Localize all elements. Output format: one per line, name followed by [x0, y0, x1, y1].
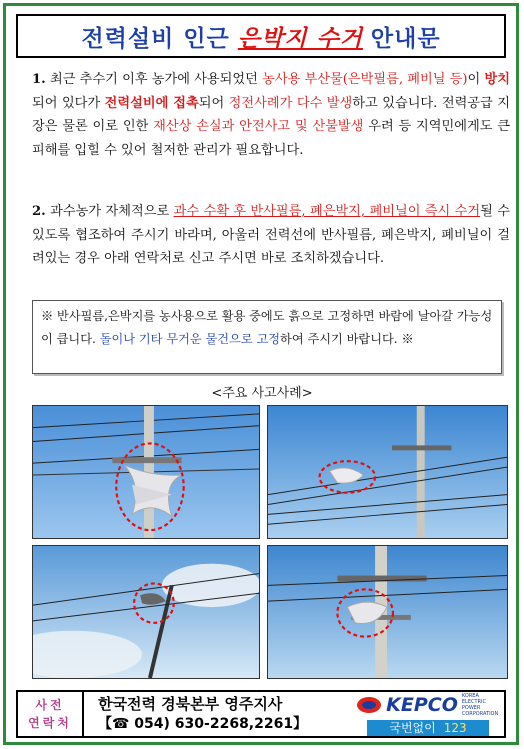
notice-text: 하여 주시기 바랍니다. ※ [280, 332, 414, 346]
paragraph-1-highlight: 재산상 손실과 안전사고 및 산불발생 [153, 119, 364, 134]
accident-photo-3 [32, 545, 260, 679]
contact-label-line2: 연락처 [28, 716, 72, 730]
paragraph-1-text: 되어 있다가 [32, 95, 101, 111]
accident-photo-2 [267, 405, 508, 539]
paragraph-2-text: 과수농가 자체적으로 [50, 204, 170, 219]
cases-heading: <주요 사고사례> [211, 386, 313, 401]
paragraph-1-text: 최근 추수기 이후 농가에 사용되었던 [49, 72, 258, 87]
title-highlight: 은박지 수거 [237, 25, 363, 52]
kepco-mark-icon [356, 696, 382, 714]
kepco-subtitle: KOREA ELECTRIC POWER CORPORATION [461, 692, 499, 717]
contact-box [16, 690, 506, 738]
contact-label-line1: 사전 [35, 698, 65, 712]
contact-phone: 【☎ 054) 630-2268,2261】 [98, 716, 308, 732]
title-part1: 전력설비 인근 [81, 25, 230, 52]
paragraph-1-highlight: 농사용 부산물(은박필름, 폐비닐 등) [262, 72, 468, 87]
paragraph-1-number: 1. [32, 72, 46, 87]
notice-highlight: 돌이나 기타 무거운 물건으로 고정 [99, 332, 281, 346]
paragraph-1-text: 이 [467, 72, 481, 87]
contact-label [18, 692, 84, 736]
paragraph-2-text: 될 수 있도록 협조하여 주시기 바라며, 아울러 전력선에 반사필름, 폐은박지, 폐비닐이 걸려있는 경우 아래 연락처로 신고 주시면 바로 조치하겠습니다. [32, 204, 511, 266]
kepco-wordmark: KEPCO [386, 693, 458, 716]
paragraph-1-highlight: 전력설비에 접촉 [104, 95, 199, 111]
contact-info [84, 692, 358, 736]
paragraph-2-highlight: 과수 수확 후 반사필름, 폐은박지, 폐비닐이 즉시 수거 [173, 204, 481, 219]
paragraph-1-text: 하고 있습니다. 전력공급 지장은 물론 이로 인한 [32, 95, 510, 134]
paragraph-1-text: 우려 등 지역민에게도 큰 피해를 입힐 수 있어 철저한 관리가 필요합니다. [32, 119, 511, 158]
notice-box [32, 300, 502, 374]
title-part2: 안내문 [370, 25, 441, 52]
page-title [16, 14, 506, 58]
accident-photo-1 [32, 405, 260, 539]
paragraph-2-number: 2. [32, 204, 46, 219]
notice-text: ※ 반사필름,은박지를 농사용으로 활용 중에도 흙으로 고정하면 바람에 날아갈 가능성이 큽니다. [41, 309, 493, 346]
accident-photo-4 [267, 545, 508, 679]
contact-organization: 한국전력 경북본부 영주지사 [98, 695, 283, 713]
hotline-bar [367, 720, 489, 736]
paragraph-1 [32, 68, 510, 162]
hotline-number: 123 [443, 720, 467, 735]
hotline-text: 국번없이 [389, 721, 436, 735]
paragraph-2 [32, 200, 510, 271]
paragraph-1-text: 되어 [198, 95, 225, 111]
paragraph-1-highlight: 정전사례가 다수 발생 [228, 95, 353, 111]
kepco-logo [358, 692, 504, 736]
paragraph-1-highlight: 방치 [484, 72, 510, 87]
